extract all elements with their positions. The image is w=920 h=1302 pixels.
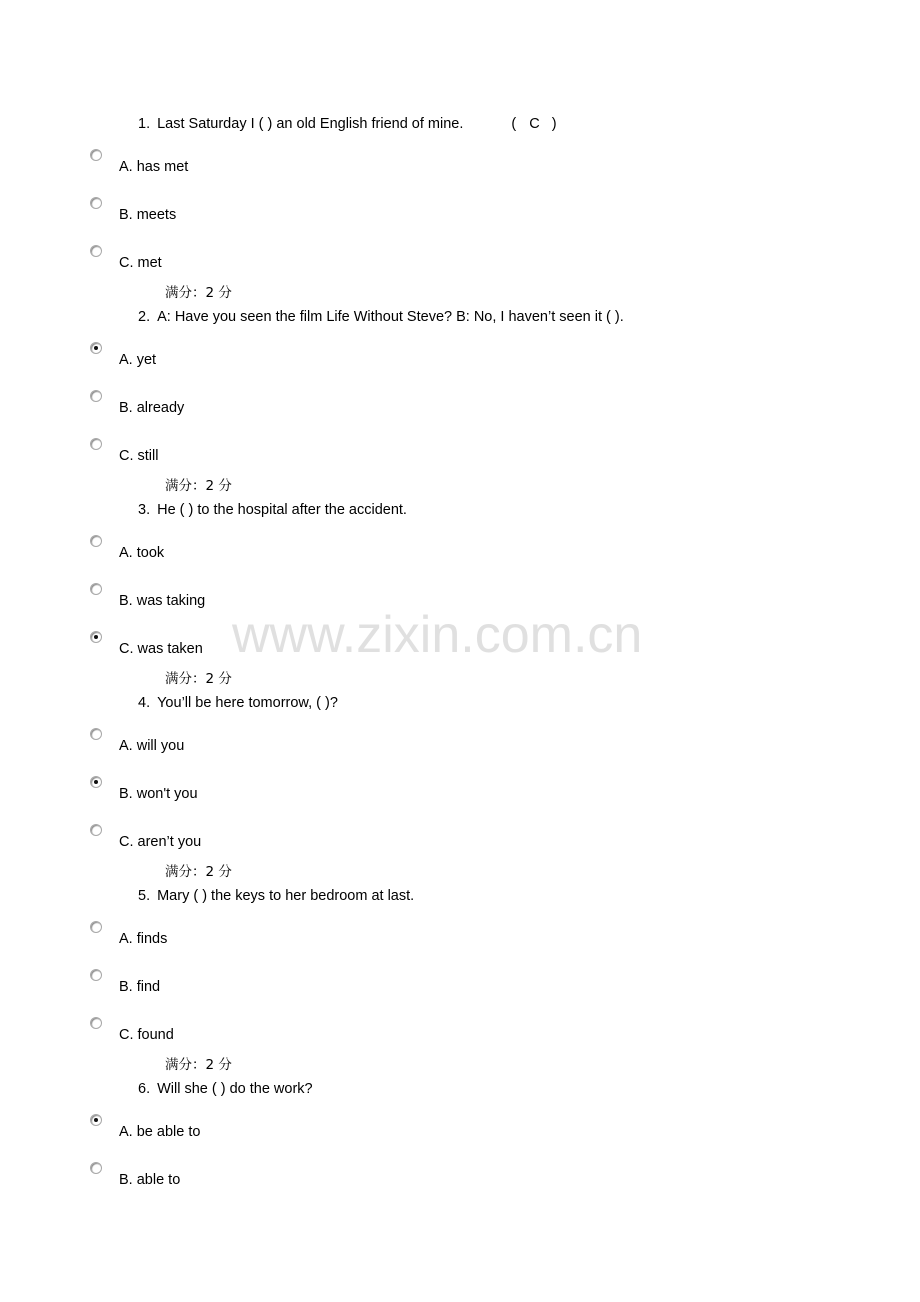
radio-unchecked-icon[interactable] (90, 245, 102, 257)
question-text: He ( ) to the hospital after the accident. (157, 502, 407, 518)
option-1b[interactable] (88, 200, 688, 224)
question-text: Will she ( ) do the work? (157, 1081, 313, 1097)
question-stem (138, 694, 338, 712)
option-label: B. was taking (119, 593, 206, 609)
option-3b[interactable] (88, 586, 688, 610)
option-5b[interactable] (88, 972, 688, 996)
radio-checked-icon[interactable] (90, 342, 102, 354)
question-text: Mary ( ) the keys to her bedroom at last. (157, 888, 415, 904)
option-label: B. already (119, 400, 185, 416)
option-label: C. still (119, 448, 159, 464)
option-label: B. able to (119, 1172, 181, 1188)
question-number: 1. (138, 116, 151, 132)
option-label: A. finds (119, 931, 168, 947)
option-label: B. find (119, 979, 161, 995)
option-6a[interactable] (88, 1117, 688, 1141)
score-label: 满分：2 分 (165, 285, 232, 301)
question-stem (138, 887, 414, 905)
question-stem (138, 115, 557, 133)
radio-unchecked-icon[interactable] (90, 438, 102, 450)
watermark: www.zixin.com.cn (232, 606, 643, 664)
score-label: 满分：2 分 (165, 1057, 232, 1073)
radio-unchecked-icon[interactable] (90, 390, 102, 402)
option-1c[interactable] (88, 248, 688, 272)
question-text: You’ll be here tomorrow, ( )? (157, 695, 338, 711)
option-2c[interactable] (88, 441, 688, 465)
option-3a[interactable] (88, 538, 688, 562)
radio-unchecked-icon[interactable] (90, 728, 102, 740)
option-label: B. won't you (119, 786, 198, 802)
option-2b[interactable] (88, 393, 688, 417)
option-label: C. was taken (119, 641, 203, 657)
score-label: 满分：2 分 (165, 478, 232, 494)
option-1a[interactable] (88, 152, 688, 176)
radio-checked-icon[interactable] (90, 1114, 102, 1126)
question-number: 2. (138, 309, 151, 325)
question-number: 4. (138, 695, 151, 711)
option-6b[interactable] (88, 1165, 688, 1189)
option-4a[interactable] (88, 731, 688, 755)
question-stem (138, 501, 407, 519)
option-label: B. meets (119, 207, 177, 223)
question-stem (138, 1080, 313, 1098)
radio-unchecked-icon[interactable] (90, 535, 102, 547)
option-label: C. found (119, 1027, 174, 1043)
radio-unchecked-icon[interactable] (90, 149, 102, 161)
option-5c[interactable] (88, 1020, 688, 1044)
option-label: A. has met (119, 159, 189, 175)
option-4c[interactable] (88, 827, 688, 851)
question-number: 5. (138, 888, 151, 904)
radio-unchecked-icon[interactable] (90, 824, 102, 836)
option-3c[interactable] (88, 634, 688, 658)
option-4b[interactable] (88, 779, 688, 803)
score-label: 满分：2 分 (165, 671, 232, 687)
option-label: A. took (119, 545, 165, 561)
radio-checked-icon[interactable] (90, 776, 102, 788)
radio-unchecked-icon[interactable] (90, 1162, 102, 1174)
question-text: A: Have you seen the film Life Without Steve? B: No, I haven’t seen it ( ). (157, 309, 624, 325)
option-label: A. be able to (119, 1124, 201, 1140)
option-label: C. met (119, 255, 162, 271)
answer-key-letter: C (529, 116, 540, 132)
radio-unchecked-icon[interactable] (90, 197, 102, 209)
option-label: A. will you (119, 738, 185, 754)
answer-key (511, 116, 556, 132)
question-stem (138, 308, 624, 326)
option-label: A. yet (119, 352, 157, 368)
question-number: 6. (138, 1081, 151, 1097)
radio-unchecked-icon[interactable] (90, 969, 102, 981)
radio-checked-icon[interactable] (90, 631, 102, 643)
option-5a[interactable] (88, 924, 688, 948)
question-text: Last Saturday I ( ) an old English friend of mine. (157, 116, 464, 132)
score-label: 满分：2 分 (165, 864, 232, 880)
radio-unchecked-icon[interactable] (90, 921, 102, 933)
radio-unchecked-icon[interactable] (90, 1017, 102, 1029)
question-number: 3. (138, 502, 151, 518)
option-2a[interactable] (88, 345, 688, 369)
answer-key-open: ( (511, 116, 517, 132)
radio-unchecked-icon[interactable] (90, 583, 102, 595)
option-label: C. aren’t you (119, 834, 202, 850)
answer-key-close: ) (551, 116, 557, 132)
